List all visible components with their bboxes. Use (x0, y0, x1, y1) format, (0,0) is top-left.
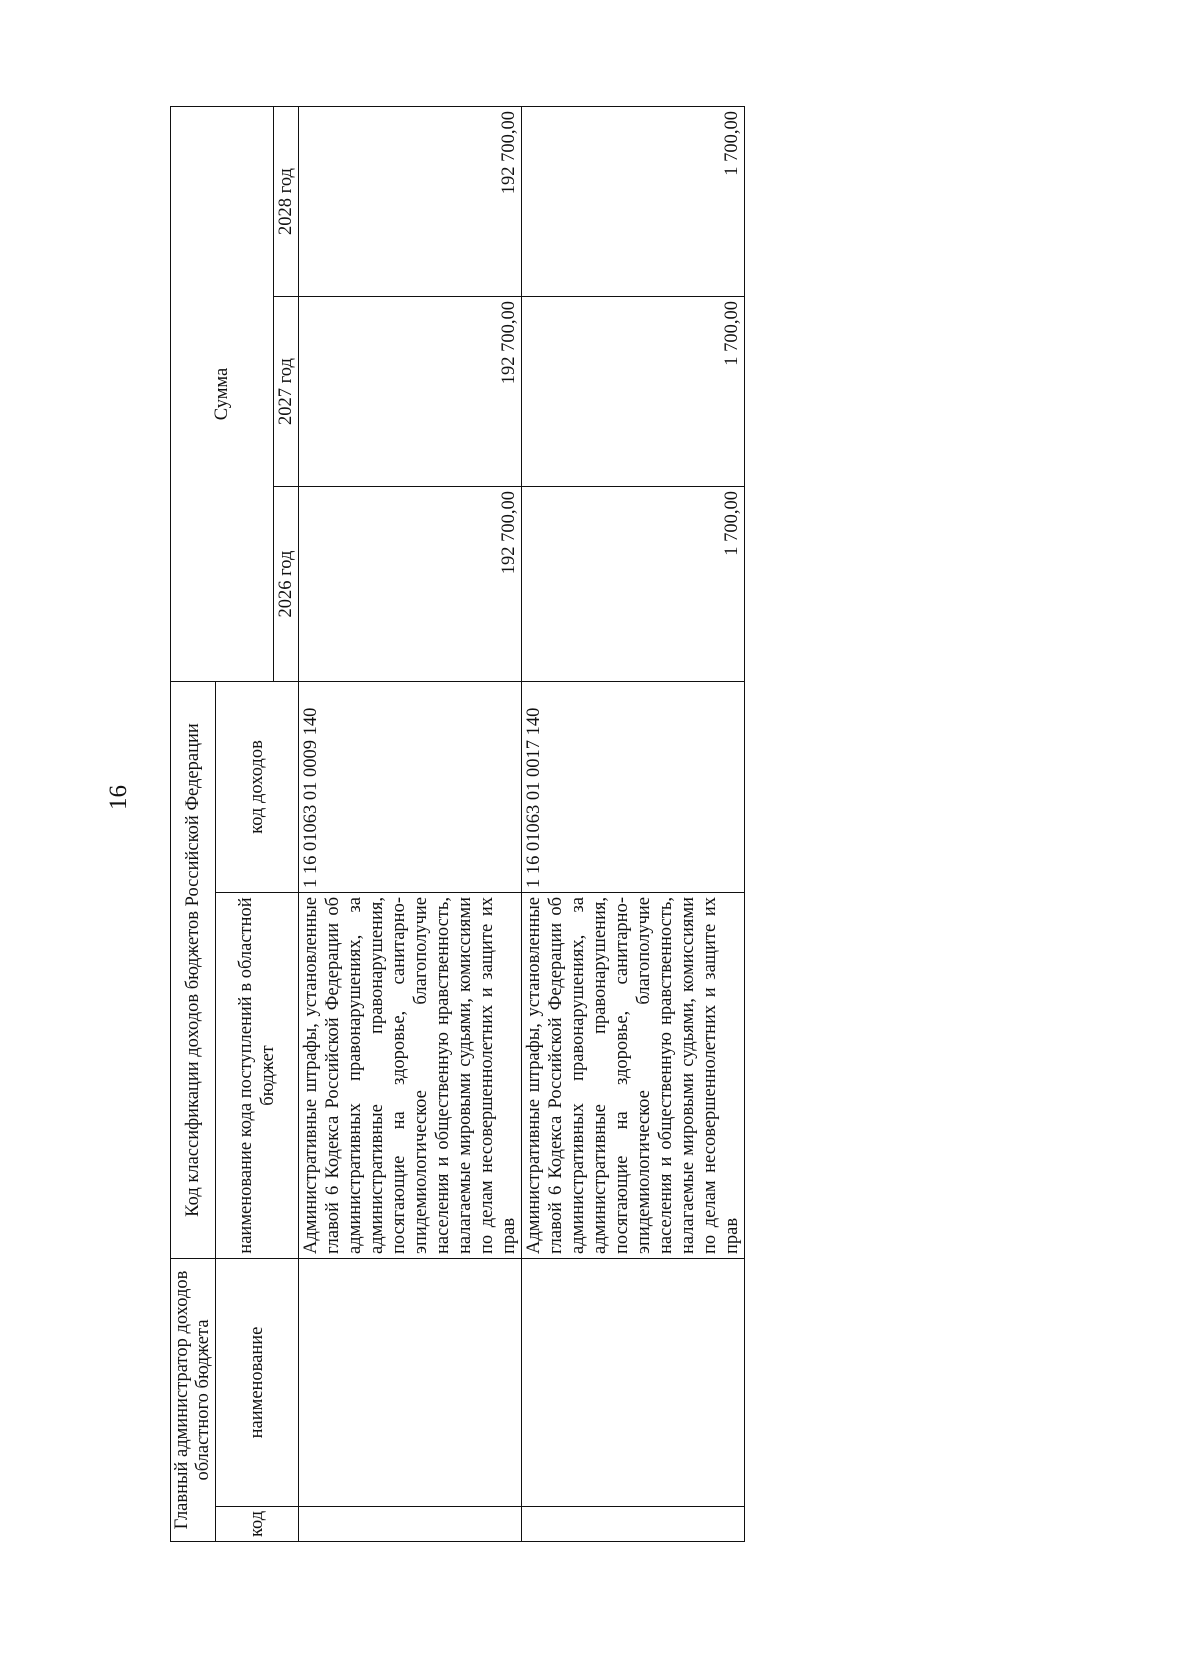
amount-2026-cell: 192 700,00 (299, 487, 522, 682)
admin-group-header: Главный администратор доходов областного бюджета (171, 1259, 216, 1542)
col-income-name-header: наименование кода поступлений в областной бюджет (216, 893, 299, 1259)
admin-code-cell (522, 1507, 745, 1542)
income-code-cell: 1 16 01063 01 0017 140 (522, 682, 745, 893)
admin-name-cell (522, 1259, 745, 1507)
col-name-header: наименование (216, 1259, 299, 1507)
rotated-table-container (170, 107, 1054, 1542)
sum-group-header: Сумма (171, 106, 274, 681)
amount-2028-cell: 192 700,00 (299, 106, 522, 296)
year-header-2028: 2028 год (274, 106, 299, 296)
amount-2026-cell: 1 700,00 (522, 487, 745, 682)
income-name-cell: Административные штрафы, установленные главой 6 Кодекса Российской Федерации об административных правонарушениях, за административные правонарушения, посягающие на здоровье, санитарно-эпидемиологическое благополучие населения и общественную нравственность, налагаемые мировыми судьями, комиссиями по делам несовершеннолетних и защите их прав (522, 893, 745, 1259)
admin-code-cell (299, 1507, 522, 1542)
year-header-2027: 2027 год (274, 297, 299, 487)
amount-2027-cell: 192 700,00 (299, 297, 522, 487)
income-name-cell: Административные штрафы, установленные главой 6 Кодекса Российской Федерации об административных правонарушениях, за административные правонарушения, посягающие на здоровье, санитарно-эпидемиологическое благополучие населения и общественную нравственность, налагаемые мировыми судьями, комиссиями по делам несовершеннолетних и защите их прав (299, 893, 522, 1259)
table-row (522, 106, 745, 1541)
admin-name-cell (299, 1259, 522, 1507)
col-code-header: код (216, 1507, 299, 1542)
page-number: 16 (105, 785, 132, 810)
col-income-code-header: код доходов (216, 682, 299, 893)
amount-2027-cell: 1 700,00 (522, 297, 745, 487)
amount-2028-cell: 1 700,00 (522, 106, 745, 296)
classification-group-header: Код классификации доходов бюджетов Российской Федерации (171, 682, 216, 1259)
revenue-table (170, 106, 745, 1542)
table-row (299, 106, 522, 1541)
year-header-2026: 2026 год (274, 487, 299, 682)
income-code-cell: 1 16 01063 01 0009 140 (299, 682, 522, 893)
